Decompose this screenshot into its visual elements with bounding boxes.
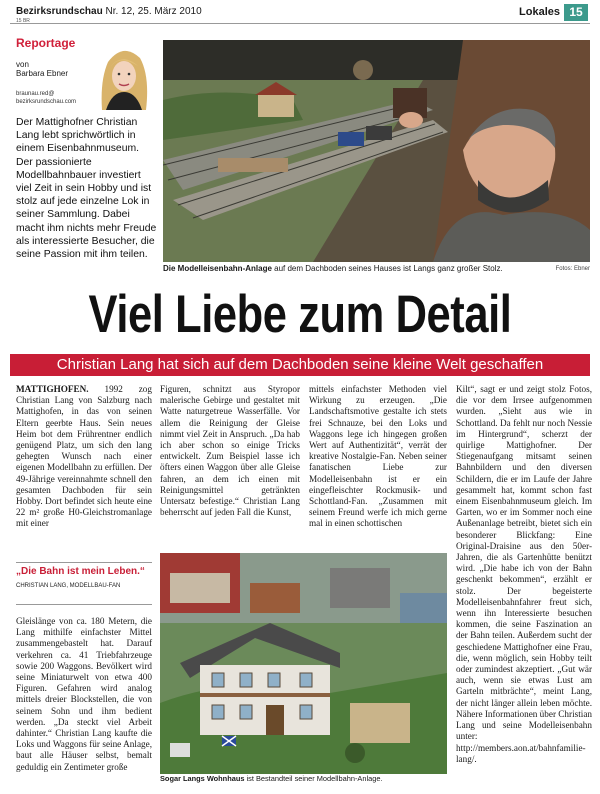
body-column-3: mittels einfachster Methoden viel Wirkung zu erzeugen. „Die Landschaftsmotive gestalte ich stets frei Schnauze, bei den Loks und Waggons lege ich hingegen großen Wert auf Authentizität“, verrät der kreative Nostalgie-Fan. Neben seiner fanatischen Liebe zur Modelleisenbahn ist er ein eingefleischter Rockmusik- und Schottland-Fan. „Zusammen mit seinem Freund werfe ich mich gerne mal in einen schottischen [309,384,447,529]
house-photo-caption [160,774,447,783]
publication-line [16,6,202,17]
body-column-4: Kilt“, sagt er und zeigt stolz Fotos, die vor dem Irrsee aufgenommen wurden. „Sieht aus wie in Schottland. Da fehlt nur noch Nessie im Hintergrund“, scherzt der quirlige Mattighofner. Der Stiegenaufgang mitsamt seinen Bahnbildern und den diversen Schildern, die er im Laufe der Jahre gesammelt hat, kommt schon fast einem Eisenbahnmuseum gleich. Im Garten, wo er im Sommer noch eine Außenanlage betreibt, bietet sich ein besonderer Blickfang: Eine Original-Draisine aus den 50er-Jahren, die als Gartenhütte benützt wird. „Die habe ich von der Bahn geschenkt bekommen“, erzählt er stolz. Der begeisterte Modelleisenbahnfahrer freut sich, wenn ihn Interessierte besuchen kommen, die seine Faszination an der Bahn teilen. Außerdem sucht der geschiedene Mattighofner eine Frau, die, wenn möglich, sein Hobby teilt oder zumindest akzeptiert. „Gut wär auch, wenn sie etwas Lust am Garteln mitbrächte“, meint Lang, der nicht länger allein leben möchte. Nähere Informationen über Christian Lang und seine Modelleisenbahn unter: http://members.aon.at/bahnfamilie-lang/. [456,384,592,764]
quote-divider-top [16,562,152,563]
house-caption-bold: Sogar Langs Wohnhaus [160,774,245,783]
main-caption-bold: Die Modelleisenbahn-Anlage [163,264,272,273]
pull-quote-text: „Die Bahn ist mein Leben.“ [16,566,145,577]
author-email-line-1: braunau.red@ [16,91,55,97]
pull-quote-source: CHRISTIAN LANG, MODELLBAU-FAN [16,583,121,589]
reportage-label: Reportage [16,36,76,50]
intro-text: Der Mattighofner Christian Lang lebt sprichwörtlich in einem Eisenbahnmuseum. Der passionierte Modellbahnbauer investiert viel Zeit in sein Hobby und ist stolz auf jede einzelne Lok in seiner Sammlung. Dabei macht ihm nichts mehr Freude als interessierte Besucher, die seine Passion mit ihm teilen. [16,117,157,261]
dateline: MATTIGHOFEN. [16,384,89,394]
quote-divider-bottom [16,604,152,605]
page-header [10,4,590,24]
main-caption-text: auf dem Dachboden seines Hauses ist Langs ganz großer Stolz. [271,264,503,273]
issue-info: Nr. 12, 25. März 2010 [105,6,202,17]
main-photo-caption [163,264,590,273]
author-email [16,90,76,106]
body-column-1-text: 1992 zog Christian Lang von Salzburg nach Mattighofen, in das von seinen Eltern geerbte Haus. Sein neues Heim bot dem Frührentner endlich genügend Platz, um sich den lang gehegten Wunsch nach einer eigenen Modellbahn zu erfüllen. Der 49-Jährige vereinnahmte schnell den gesamten Dachboden für sein Hobby. Dort befindet sich heute eine 22 m² große H0-Gleichstromanlage mit einer [16,384,152,529]
author-email-line-2: bezirksrundschau.com [16,99,77,105]
pull-quote [16,566,152,589]
body-column-1-continued: Gleislänge von ca. 180 Metern, die Lang mithilfe einfachster Mittel zusammengebastelt hat. Darauf verkehren ca. 41 Triebfahrzeuge sowie 200 Waggons. Bevölkert wird seine Miniaturwelt von etwa 400 Figuren. Gefahren wird analog mittels dreier Blockstellen, die von seinem Sohn und ihm bedient werden. „Da steckt viel Arbeit dahinter.“ Christian Lang kaufte die Loks und Waggons für seine Anlage, baut alle Häuser selbst, bemalt geduldig ein Zentimeter große [16,616,152,772]
house-photo [160,553,447,774]
body-column-1 [16,384,152,530]
author-name: Barbara Ebner [16,69,69,78]
publication-name: Bezirksrundschau [16,6,103,17]
subheadline: Christian Lang hat sich auf dem Dachboden seine kleine Welt geschaffen [10,354,590,376]
house-caption-text: ist Bestandteil seiner Modellbahn-Anlage. [244,774,383,783]
photo-credit: Fotos: Ebner [555,266,590,272]
main-photo [163,40,590,262]
author-portrait [88,40,158,110]
page-number: 15 [564,4,588,21]
page-code: 15 BR [16,18,30,24]
headline: Viel Liebe zum Detail [88,285,512,344]
section-label: Lokales [519,6,560,18]
author-prefix: von [16,60,29,69]
body-column-2: Figuren, schnitzt aus Styropor malerische Gebirge und gestaltet mit Watte naturgetreue Wasserfälle. Vor allem die Reinigung der Gleise nimmt viel Zeit in Anspruch. „Da hab ich aber schon so einige Tricks entwickelt. Zum Beispiel lasse ich öfters einen Waggon über alle Gleise fahren, an dem ich einen mit Reinigungsmittel getränkten Untersatz befestige.“ Christian Lang beherrscht auf jeden Fall die Kunst, [160,384,300,518]
